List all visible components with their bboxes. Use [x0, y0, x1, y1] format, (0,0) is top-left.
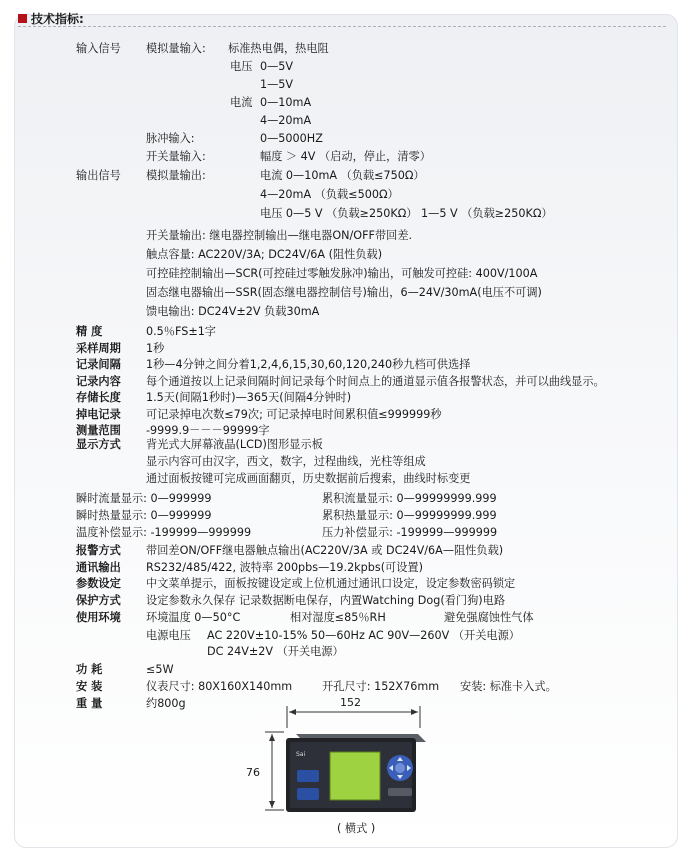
pulse-input-label: 脉冲输入:	[146, 132, 195, 145]
environment-label: 使用环境	[76, 611, 121, 624]
display-line-1: 背光式大屏幕液晶(LCD)图形显示板	[146, 438, 323, 451]
display-label: 显示方式	[76, 438, 121, 451]
left-button-2	[297, 788, 319, 800]
spec-value: 设定参数永久保存 记录数据断电保存，内置Watching Dog(看门狗)电路	[146, 593, 506, 607]
weight-label: 重 量	[76, 697, 103, 710]
voltage-label: 电压	[230, 60, 253, 73]
voltage-range-1: 0—5V	[260, 60, 294, 73]
current-label: 电流	[230, 96, 253, 109]
output-signal-label: 输出信号	[76, 169, 121, 182]
install-label: 安 装	[76, 680, 103, 693]
ambient-temperature: 环境温度 0—50°C	[146, 611, 241, 624]
spec-label: 记录内容	[76, 374, 121, 388]
analog-input-value: 标准热电偶，热电阻	[228, 42, 329, 55]
spec-label: 存储长度	[76, 391, 121, 404]
weight-value: 约800g	[146, 697, 186, 710]
spec-label: 记录间隔	[76, 358, 121, 371]
switch-input-label: 开关量输入:	[146, 150, 206, 163]
pulse-input-value: 0—5000HZ	[260, 132, 323, 145]
spec-label: 保护方式	[76, 593, 121, 607]
contact-capacity: 触点容量: AC220V/3A; DC24V/6A (阻性负载)	[146, 248, 383, 261]
mounting: 安装: 标准卡入式。	[460, 680, 557, 693]
switch-input-value: 幅度 ＞ 4V （启动，停止，清零）	[260, 150, 431, 163]
spec-label: 掉电记录	[76, 407, 121, 421]
spec-value: 中文菜单提示，面板按键设定或上位机通过通讯口设定，设定参数密码锁定	[146, 577, 516, 590]
power-consumption-label: 功 耗	[76, 663, 103, 676]
output-voltage: 电压 0—5 V （负载≥250KΩ） 1—5 V （负载≥250KΩ）	[260, 207, 553, 220]
power-ac: AC 220V±10-15% 50—60Hz AC 90V—260V （开关电源）	[207, 629, 520, 642]
spec-label: 采样周期	[76, 341, 121, 355]
voltage-range-2: 1—5V	[260, 78, 294, 91]
cutout-size: 开孔尺寸: 152X76mm	[322, 680, 440, 693]
cumulative-flow: 累积流量显示: 0—99999999.999	[322, 492, 497, 505]
spec-label: 测量范围	[76, 424, 121, 437]
display-line-2: 显示内容可由汉字，西文，数字，过程曲线，光柱等组成	[146, 455, 426, 468]
instrument-size: 仪表尺寸: 80X160X140mm	[146, 680, 293, 693]
spec-value: 1秒	[146, 341, 165, 355]
spec-label: 通讯输出	[76, 560, 121, 574]
lcd-screen	[330, 752, 380, 800]
spec-value: RS232/485/422, 波特率 200pbs—19.2kpbs(可设置)	[146, 560, 423, 574]
scr-output: 可控硅控制输出—SCR(可控硅过零触发脉冲)输出，可触发可控硅: 400V/100A	[146, 267, 538, 280]
svg-text:Sai: Sai	[296, 751, 306, 758]
current-range-2: 4—20mA	[260, 114, 312, 127]
power-voltage-label: 电源电压	[146, 629, 191, 642]
section-title: 技术指标:	[31, 12, 84, 26]
instant-heat: 瞬时热量显示: 0—999999	[76, 509, 212, 522]
ssr-output: 固态继电器输出—SSR(固态继电器控制信号)输出，6—24V/30mA(电压不可调)	[146, 286, 542, 299]
height-dimension: 76	[246, 766, 260, 779]
spec-label: 参数设定	[76, 577, 121, 590]
display-line-3: 通过面板按键可完成画面翻页，历史数据前后搜索，曲线时标变更	[146, 472, 471, 485]
spec-value: 0.5％FS±1字	[146, 325, 216, 338]
spec-value: 1.5天(间隔1秒时)—365天(间隔4分钟时)	[146, 391, 352, 404]
switch-output: 开关量输出: 继电器控制输出—继电器ON/OFF带回差.	[146, 229, 413, 242]
current-range-1: 0—10mA	[260, 96, 312, 109]
power-consumption-value: ≤5W	[146, 663, 174, 676]
spec-value: 带回差ON/OFF继电器触点输出(AC220V/3A 或 DC24V/6A—阻性负载)	[146, 544, 504, 557]
spec-label: 报警方式	[76, 544, 121, 557]
spec-value: 可记录掉电次数≤79次; 可记录掉电时间累积值≤999999秒	[146, 407, 442, 421]
width-dimension: 152	[340, 696, 361, 709]
spec-label: 精 度	[76, 325, 103, 338]
gas-note: 避免强腐蚀性气体	[444, 611, 534, 624]
feed-output: 馈电输出: DC24V±2V 负载30mA	[146, 305, 320, 318]
analog-input-label: 模拟量输入:	[146, 42, 206, 55]
output-current-1: 电流 0—10mA （负载≤750Ω）	[260, 169, 425, 182]
spec-value: 1秒—4分钟之间分着1,2,4,6,15,30,60,120,240秒九档可供选择	[146, 358, 471, 371]
analog-output-label: 模拟量输出:	[146, 169, 206, 182]
pressure-compensation: 压力补偿显示: -199999—999999	[322, 526, 498, 539]
left-button-1	[297, 770, 319, 782]
relative-humidity: 相对湿度≤85％RH	[290, 611, 386, 624]
instant-flow: 瞬时流量显示: 0—999999	[76, 492, 212, 505]
figure-caption: ( 横式 )	[337, 822, 376, 835]
spec-value: 每个通道按以上记录间隔时间记录每个时间点上的通道显示值各报警状态，并可以曲线显示。	[146, 374, 605, 388]
output-current-2: 4—20mA （负载≤500Ω）	[260, 188, 399, 201]
input-signal-label: 输入信号	[76, 42, 121, 55]
power-dc: DC 24V±2V （开关电源）	[207, 645, 344, 658]
spec-value: -9999.9－－－99999字	[146, 424, 270, 437]
temperature-compensation: 温度补偿显示: -199999—999999	[76, 526, 252, 539]
cumulative-heat: 累积热量显示: 0—99999999.999	[322, 509, 497, 522]
